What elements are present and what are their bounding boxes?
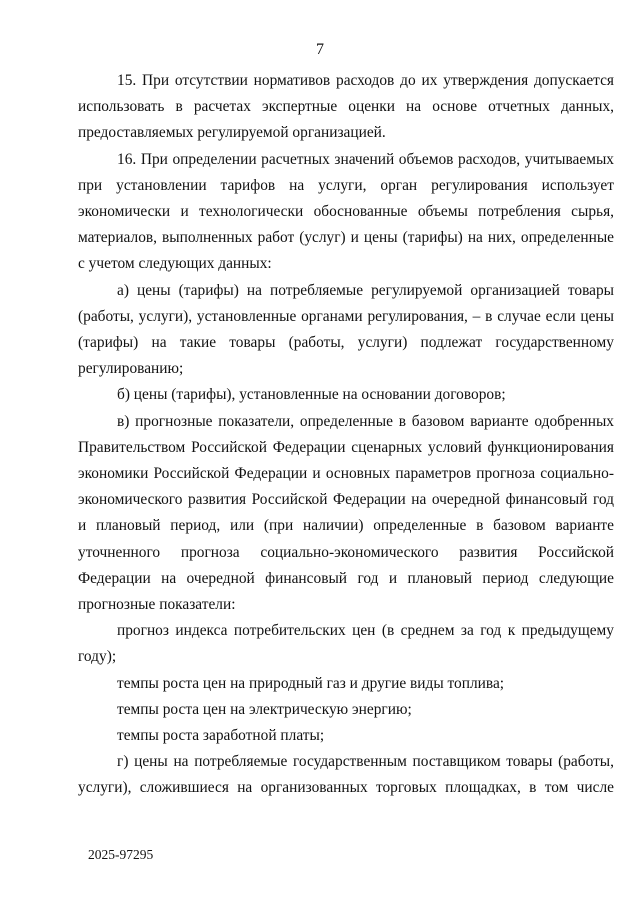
indicator-electricity: темпы роста цен на электрическую энергию;	[117, 700, 412, 718]
page-number: 7	[316, 41, 324, 58]
paragraph-16-b: б) цены (тарифы), установленные на основании договоров;	[117, 386, 506, 404]
paragraph-16: 16. При определении расчетных значений объемов расходов, учитываемых при установлении тарифов на услуги, орган регулирования использует экономически и технологически обоснованные объемы потребления сырья, материалов, выполненных работ (услуг) и цены (тарифы) на них, определенные с учетом следующих данных:	[78, 150, 614, 273]
paragraph-16-g: г) цены на потребляемые государственным поставщиком товары (работы, услуги), сложившиеся на организованных торговых площадках, в том числе	[78, 753, 614, 797]
paragraph-16-a: а) цены (тарифы) на потребляемые регулируемой организацией товары (работы, услуги), установленные органами регулирования, – в случае если цены (тарифы) на такие товары (работы, услуги) подлежат государственному регулированию;	[78, 281, 614, 378]
document-id: 2025-97295	[88, 847, 154, 862]
paragraph-15: 15. При отсутствии нормативов расходов до их утверждения допускается использовать в расчетах экспертные оценки на основе отчетных данных, предоставляемых регулируемой организацией.	[78, 72, 614, 142]
paragraph-16-v: в) прогнозные показатели, определенные в базовом варианте одобренных Правительством Российской Федерации сценарных условий функционирования экономики Российской Федерации и основных параметров прогноза социально-экономического развития Российской Федерации на очередной финансовый год и плановый период, или (при наличии) определенные в базовом варианте уточненного прогноза социально-экономического развития Российской Федерации на очередной финансовый год и плановый период следующие прогнозные показатели:	[78, 412, 614, 614]
indicator-cpi: прогноз индекса потребительских цен (в среднем за год к предыдущему году);	[78, 622, 614, 666]
indicator-wages: темпы роста заработной платы;	[117, 727, 325, 745]
document-body	[78, 68, 614, 802]
indicator-gas-fuel: темпы роста цен на природный газ и другие виды топлива;	[117, 674, 505, 692]
